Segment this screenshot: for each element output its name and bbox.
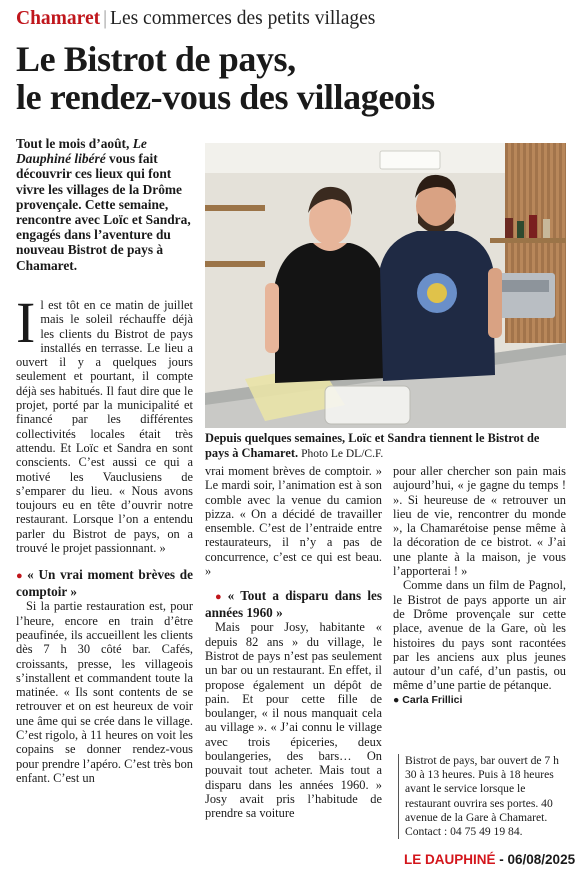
intro-newspaper-name: Le Dauphiné libéré [16, 136, 147, 167]
col1-subhead-text: « Un vrai moment brèves de comptoir » [16, 567, 193, 600]
intro-part-2: vous fait découvrir ces lieux qui font vivre les villages de la Drôme provençale. Cette semaine, rencontre avec Loïc et Sandra, engagés dans l’aventure du nouveau Bistrot de pays à Chamaret. [16, 151, 191, 273]
col2-paragraph-1: vrai moment brèves de comptoir. » Le mardi soir, l’animation est à son comble avec la venue du camion pizza. « On a décidé de travailler ensemble. C’est de l’entraide entre restaurateurs, il n’y a pas de concurrence, c’est ce qui est beau. » [205, 464, 382, 579]
headline-line-1: Le Bistrot de pays, [16, 39, 296, 79]
black-dot-icon: ● [393, 693, 403, 706]
rubric-separator: | [103, 8, 108, 29]
col3-paragraph-2: Comme dans un film de Pagnol, le Bistrot de pays apporte un air de Drôme provençale sur cette place, avenue de la Gare, où les histoires du pays sont racontées par les anciens aux plus jeunes autour d’un café, d’un pastis, ou même d’une partie de pétanque. [393, 578, 566, 693]
drop-cap: I [16, 290, 36, 355]
rubric-brand: Chamaret [16, 8, 101, 29]
photo-credit: Photo Le DL/C.F. [301, 448, 384, 460]
column-3 [393, 464, 566, 707]
publication-date: - 06/08/2025 [495, 852, 576, 867]
publication-name: LE DAUPHINÉ [404, 852, 496, 867]
intro-part-1: Tout le mois d’août, [16, 136, 133, 151]
red-dot-icon: ● [215, 591, 225, 604]
caption-text: Depuis quelques semaines, Loïc et Sandra tiennent le Bistrot de pays à Chamaret. [205, 431, 540, 460]
photo-caption [205, 431, 566, 462]
col1-subhead [16, 567, 193, 599]
column-1 [16, 290, 193, 785]
author-signature [393, 693, 566, 707]
article-headline [16, 40, 576, 116]
author-name: Carla Frillici [402, 693, 463, 706]
practical-info: Bistrot de pays, bar ouvert de 7 h 30 à 13 heures. Puis à 18 heures avant le service lorsque le restaurant ouvrira ses portes. 40 avenue de la Gare à Chamaret. Contact : 04 75 49 19 84. [398, 754, 573, 839]
publication-footer [404, 852, 575, 867]
col3-paragraph-1: pour aller chercher son pain mais aujourd’hui, « je gagne du temps ! ». Si heureuse de « retrouver un lieu de vie, rencontrer du monde », la Chamarétoise pense même à la décoration de ce bistrot. « J’ai une plante à la maison, je vous l’apporterai ! » [393, 464, 566, 579]
col2-subhead-text: « Tout a disparu dans les années 1960 » [205, 588, 382, 621]
col2-subhead [205, 588, 382, 620]
article-intro [16, 136, 193, 273]
rubric-section: Les commerces des petits villages [110, 8, 376, 29]
col1-paragraph-2: Si la partie restauration est, pour l’heure, encore en train d’être peaufinée, ils accueillent les clients dès 7 h 30 côté bar. Cafés, croissants, presse, les villageois s’installent et commandent toute la matinée. « Ils sont contents de se retrouver et on est heureux de voir une âme qui se crée dans le village. C’est rigolo, à 11 heures on voit les copains se donner rendez-vous pour prendre l’apéro. C’est très bon enfant. C’est un [16, 599, 193, 785]
headline-line-2: le rendez-vous des villageois [16, 77, 435, 117]
red-dot-icon: ● [16, 570, 25, 583]
column-2 [205, 464, 382, 821]
col1-paragraph-1: l est tôt en ce matin de juillet mais le soleil réchauffe déjà les clients du Bistrot de pays installés en terrasse. Le lieu a ouvert il y a quelques jours seulement et pourtant, il compte déjà ses habitués. Il faut dire que le projet, porté par la municipalité et financé par les différentes collectivités locales était très attendu. Et Loïc et Sandra en sont conscients. C’est aussi ce qui a motivé les Vauclusiens de s’emparer du lieu. « Nous avons toujours eu en tête d’ouvrir notre restaurant. Lorsque l’on a entendu parler du Bistrot de pays, on a trouvé le projet passionnant. » [16, 298, 193, 556]
photo-illustration [205, 143, 566, 428]
section-rubric [16, 8, 375, 30]
article-photo [205, 143, 566, 428]
col2-paragraph-2: Mais pour Josy, habitante « depuis 82 ans » du village, le Bistrot de pays n’est pas seulement un bar ou un restaurant. En effet, il propose également un dépôt de pain. Et pour cette fille de boulanger, « il nous manquait cela au village ». « J’ai connu le village avec trois épiceries, deux boulangeries, des bars… On pouvait tout acheter. Mais tout a disparu dans les années 1960. » Josy avait pris l’habitude de prendre sa voiture [205, 620, 382, 821]
